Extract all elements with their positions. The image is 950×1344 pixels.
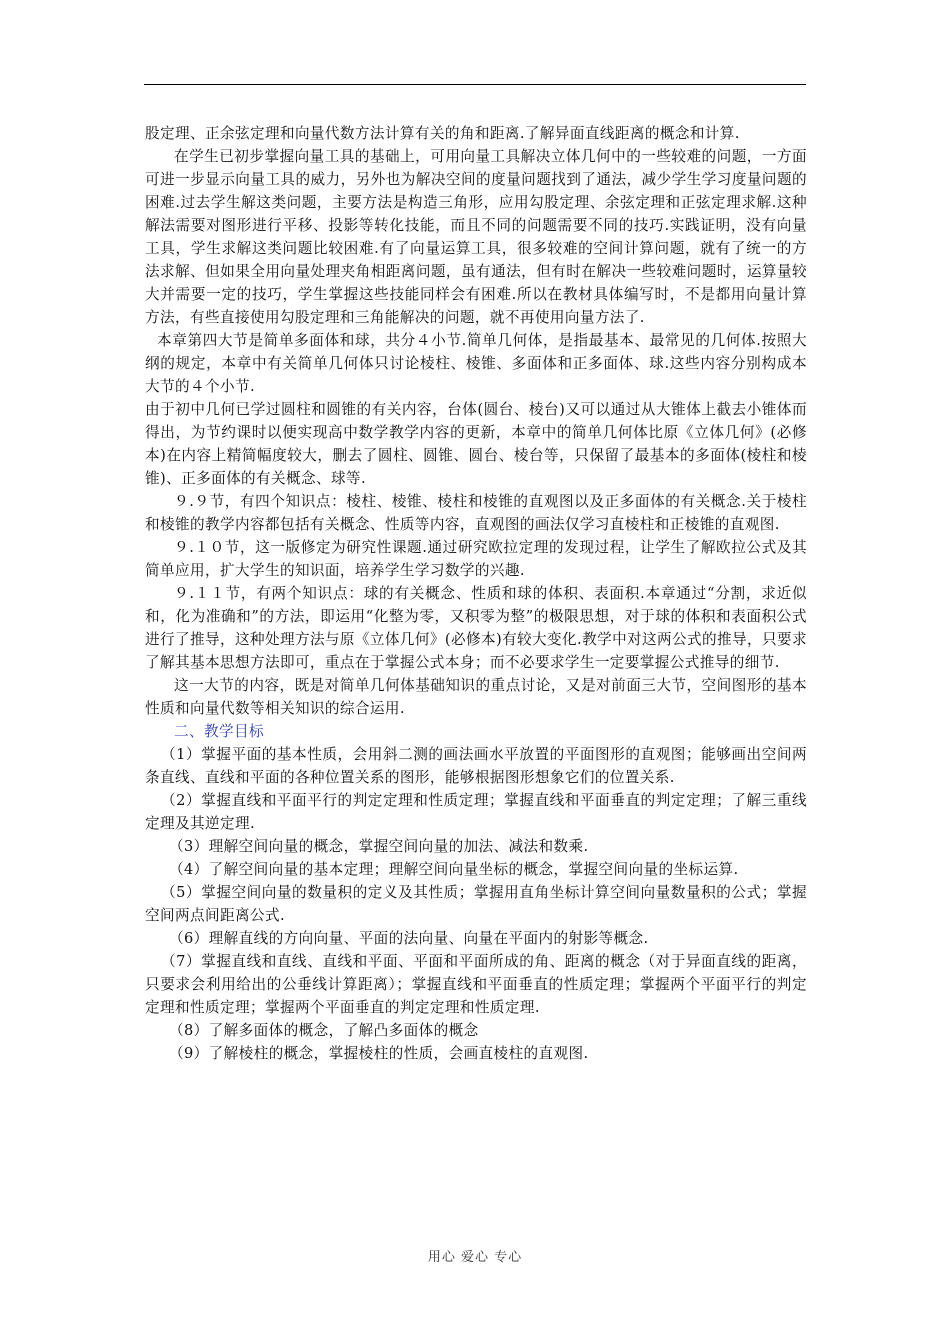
paragraph-9-11: ９.１１节，有两个知识点：球的有关概念、性质和球的体积、表面积.本章通过“分割，求近似和，化为准确和”的方法，即运用“化整为零，又积零为整”的极限思想，对于球的体积和表面积公式进行了推导，这种处理方法与原《立体几何》(必修本)有较大变化.教学中对这两公式的推导，只要求了解其基本思想方法即可，重点在于掌握公式本身；而不必要求学生一定要掌握公式推导的细节. — [145, 585, 807, 671]
objective-item-5: （5）掌握空间向量的数量积的定义及其性质；掌握用直角坐标计算空间向量数量积的公式；掌握空间两点间距离公式. — [145, 884, 807, 924]
objective-item-9: （9）了解棱柱的概念，掌握棱柱的性质，会画直棱柱的直观图. — [169, 1045, 589, 1062]
page-footer: 用心 爱心 专心 — [427, 1250, 523, 1265]
paragraph-9-9: ９.９节，有四个知识点：棱柱、棱锥、棱柱和棱锥的直观图以及正多面体的有关概念.关于棱柱和棱锥的教学内容都包括有关概念、性质等内容，直观图的画法仅学习直棱柱和正棱锥的直观图. — [145, 493, 807, 533]
header-rule — [144, 84, 806, 85]
paragraph-simple-solids: 由于初中几何已学过圆柱和圆锥的有关内容，台体(圆台、棱台)又可以通过从大锥体上截去小锥体而得出，为节约课时以便实现高中数学教学内容的更新，本章中的简单几何体比原《立体几何》(必修本)在内容上精简幅度较大，删去了圆柱、圆锥、圆台、棱台等，只保留了最基本的多面体(棱柱和棱锥)、正多面体的有关概念、球等. — [145, 401, 807, 487]
paragraph-summary: 这一大节的内容，既是对简单几何体基础知识的重点讨论，又是对前面三大节，空间图形的基本性质和向量代数等相关知识的综合运用. — [145, 677, 807, 717]
paragraph-vector-tools: 在学生已初步掌握向量工具的基础上，可用向量工具解决立体几何中的一些较难的问题，一方面可进一步显示向量工具的威力，另外也为解决空间的度量问题找到了通法，减少学生学习度量问题的困难.过去学生解这类问题，主要方法是构造三角形，应用勾股定理、余弦定理和正弦定理求解.这种解法需要对图形进行平移、投影等转化技能，而且不同的问题需要不同的技巧.实践证明，没有向量工具，学生求解这类问题比较困难.有了向量运算工具，很多较难的空间计算问题，就有了统一的方法求解、但如果全用向量处理夹角相距离问题，虽有通法，但有时在解决一些较难问题时，运算量较大并需要一定的技巧，学生掌握这些技能同样会有困难.所以在教材具体编写时，不是都用向量计算方法，有些直接使用勾股定理和三角能解决的问题，就不再使用向量方法了. — [145, 148, 807, 326]
document-body — [145, 122, 807, 1065]
paragraph-continuation: 股定理、正余弦定理和向量代数方法计算有关的角和距离.了解异面直线距离的概念和计算. — [145, 125, 740, 142]
objective-item-8: （8）了解多面体的概念，了解凸多面体的概念 — [169, 1022, 479, 1039]
objective-item-7: （7）掌握直线和直线、直线和平面、平面和平面所成的角、距离的概念（对于异面直线的距离，只要求会利用给出的公垂线计算距离）；掌握直线和平面垂直的性质定理；掌握两个平面平行的判定定理和性质定理；掌握两个平面垂直的判定定理和性质定理. — [145, 953, 807, 1016]
objective-item-1: （1）掌握平面的基本性质，会用斜二测的画法画水平放置的平面图形的直观图；能够画出空间两条直线、直线和平面的各种位置关系的图形，能够根据图形想象它们的位置关系. — [145, 746, 807, 786]
objective-item-3: （3）理解空间向量的概念，掌握空间向量的加法、减法和数乘. — [169, 838, 589, 855]
paragraph-9-10: ９.１０节，这一版修定为研究性课题.通过研究欧拉定理的发现过程，让学生了解欧拉公式及其简单应用，扩大学生的知识面，培养学生学习数学的兴趣. — [145, 539, 807, 579]
section-heading-teaching-goals: 二、教学目标 — [174, 723, 264, 740]
paragraph-section-four: 本章第四大节是简单多面体和球，共分４小节.简单几何体，是指最基本、最常见的几何体.按照大纲的规定，本章中有关简单几何体只讨论棱柱、棱锥、多面体和正多面体、球.这些内容分别构成本大节的４个小节. — [145, 332, 807, 395]
objective-item-6: （6）理解直线的方向向量、平面的法向量、向量在平面内的射影等概念. — [169, 930, 649, 947]
objective-item-4: （4）了解空间向量的基本定理；理解空间向量坐标的概念，掌握空间向量的坐标运算. — [169, 861, 739, 878]
objective-item-2: （2）掌握直线和平面平行的判定定理和性质定理；掌握直线和平面垂直的判定定理；了解三重线定理及其逆定理. — [145, 792, 807, 832]
